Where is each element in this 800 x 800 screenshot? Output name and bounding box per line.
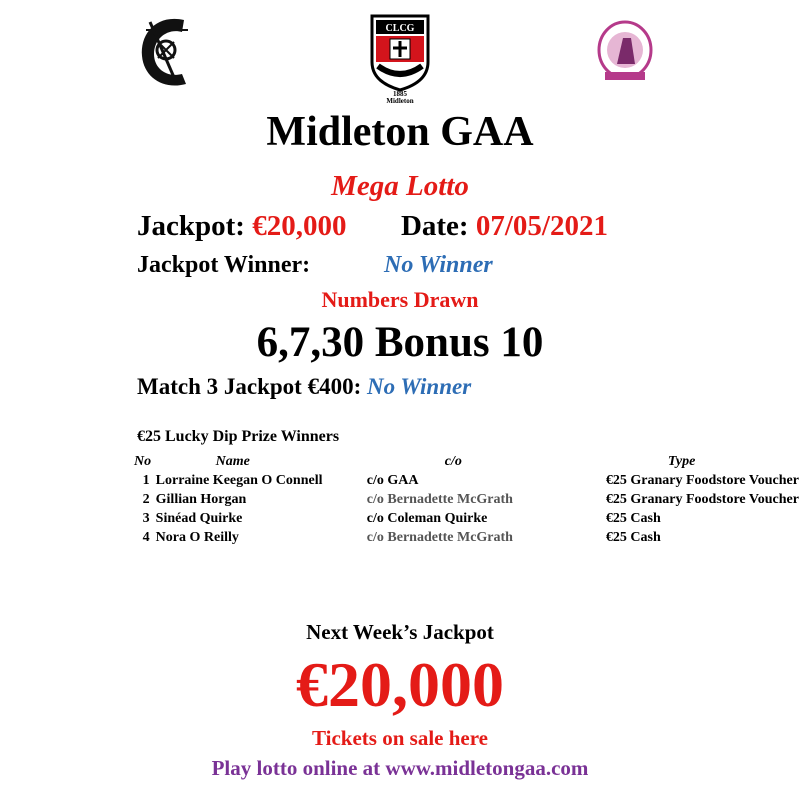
match3-line [137, 374, 471, 400]
row-co: c/o GAA [366, 473, 419, 488]
next-week-label: Next Week’s Jackpot [306, 620, 494, 644]
row-type: €25 Cash [605, 530, 661, 545]
crest-year: 1885 [393, 90, 407, 98]
crest-text: CLCG [385, 23, 415, 34]
camogie-association-logo [136, 12, 200, 92]
numbers-drawn: 6,7,30 Bonus 10 [256, 319, 544, 366]
match3-label: Match 3 Jackpot €400: [137, 374, 362, 399]
next-week-jackpot: €20,000 [296, 649, 504, 720]
lucky-dip-title: €25 Lucky Dip Prize Winners [137, 428, 340, 445]
header-co: c/o [444, 454, 462, 469]
header-no: No [134, 454, 152, 469]
row-type: €25 Granary Foodstore Voucher [605, 473, 799, 488]
jackpot-date-line [137, 210, 608, 243]
row-name: Gillian Horgan [155, 492, 247, 507]
page-title: Midleton GAA [266, 109, 534, 155]
row-name: Sinéad Quirke [155, 511, 243, 526]
jackpot-winner-line [137, 252, 493, 279]
row-no: 3 [142, 511, 150, 526]
jackpot-winner-label: Jackpot Winner: [137, 252, 311, 278]
numbers-drawn-label: Numbers Drawn [321, 287, 479, 312]
row-no: 1 [142, 473, 150, 488]
row-no: 2 [142, 492, 150, 507]
table-row [134, 509, 800, 528]
row-type: €25 Granary Foodstore Voucher [605, 492, 799, 507]
table-row [134, 471, 800, 490]
match3-value: No Winner [366, 374, 472, 399]
lotto-subtitle: Mega Lotto [331, 170, 469, 202]
date-value: 07/05/2021 [475, 210, 608, 242]
tickets-text: Tickets on sale here [312, 726, 488, 750]
jackpot-value: €20,000 [252, 210, 347, 242]
online-lotto-link[interactable]: Play lotto online at www.midletongaa.com [211, 756, 589, 780]
table-header-row [134, 452, 800, 471]
header-type: Type [667, 454, 696, 469]
table-row [134, 490, 800, 509]
row-no: 4 [142, 530, 150, 545]
row-co: c/o Coleman Quirke [366, 511, 488, 526]
row-name: Lorraine Keegan O Connell [155, 473, 323, 488]
row-co: c/o Bernadette McGrath [366, 530, 513, 545]
row-name: Nora O Reilly [155, 530, 239, 545]
midleton-gaa-crest [366, 12, 434, 104]
jackpot-winner-value: No Winner [384, 252, 493, 278]
table-row [134, 528, 800, 547]
row-co: c/o Bernadette McGrath [366, 492, 513, 507]
date-label: Date: [400, 210, 469, 242]
crest-place: Midleton [386, 97, 414, 104]
jackpot-label: Jackpot: [137, 210, 245, 242]
header-name: Name [215, 454, 250, 469]
lucky-dip-table [134, 452, 800, 547]
row-type: €25 Cash [605, 511, 661, 526]
midleton-camogie-logo [595, 16, 655, 88]
